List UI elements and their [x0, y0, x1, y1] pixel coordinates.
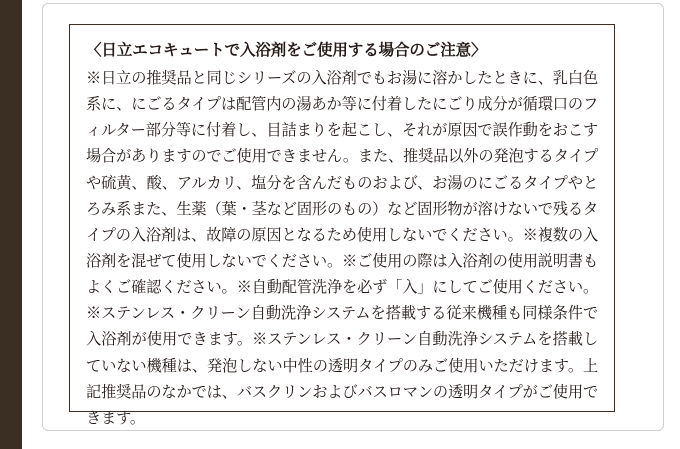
content-card: [42, 3, 664, 431]
left-dark-band: [0, 0, 22, 449]
left-white-gutter: [22, 0, 42, 449]
notice-body-text: ※日立の推奨品と同じシリーズの入浴剤でもお湯に溶かしたときに、乳白色系に、にごるタイプは配管内の湯あか等に付着したにごり成分が循環口のフィルター部分等に付着し、目詰まりを起こし、それが原因で誤作動をおこす場合がありますのでご使用できません。また、推奨品以外の発泡するタイプや硫黄、酸、アルカリ、塩分を含んだものおよび、お湯のにごるタイプやとろみ系また、生薬（葉・茎など固形のもの）など固形物が溶けないで残るタイプの入浴剤は、故障の原因となるため使用しないでください。※複数の入浴剤を混ぜて使用しないでください。※ご使用の際は入浴剤の使用説明書もよくご確認ください。※自動配管洗浄を必ず「入」にしてご使用ください。※ステンレス・クリーン自動洗浄システムを搭載する従来機種も同様条件で入浴剤が使用できます。※ステンレス・クリーン自動洗浄システムを搭載していない機種は、発泡しない中性の透明タイプのみご使用いただけます。上記推奨品のなかでは、バスクリンおよびバスロマンの透明タイプがご使用できます。: [86, 70, 598, 427]
notice-title: 〈日立エコキュートで入浴剤をご使用する場合のご注意〉: [86, 42, 487, 59]
notice-box: [69, 24, 615, 427]
